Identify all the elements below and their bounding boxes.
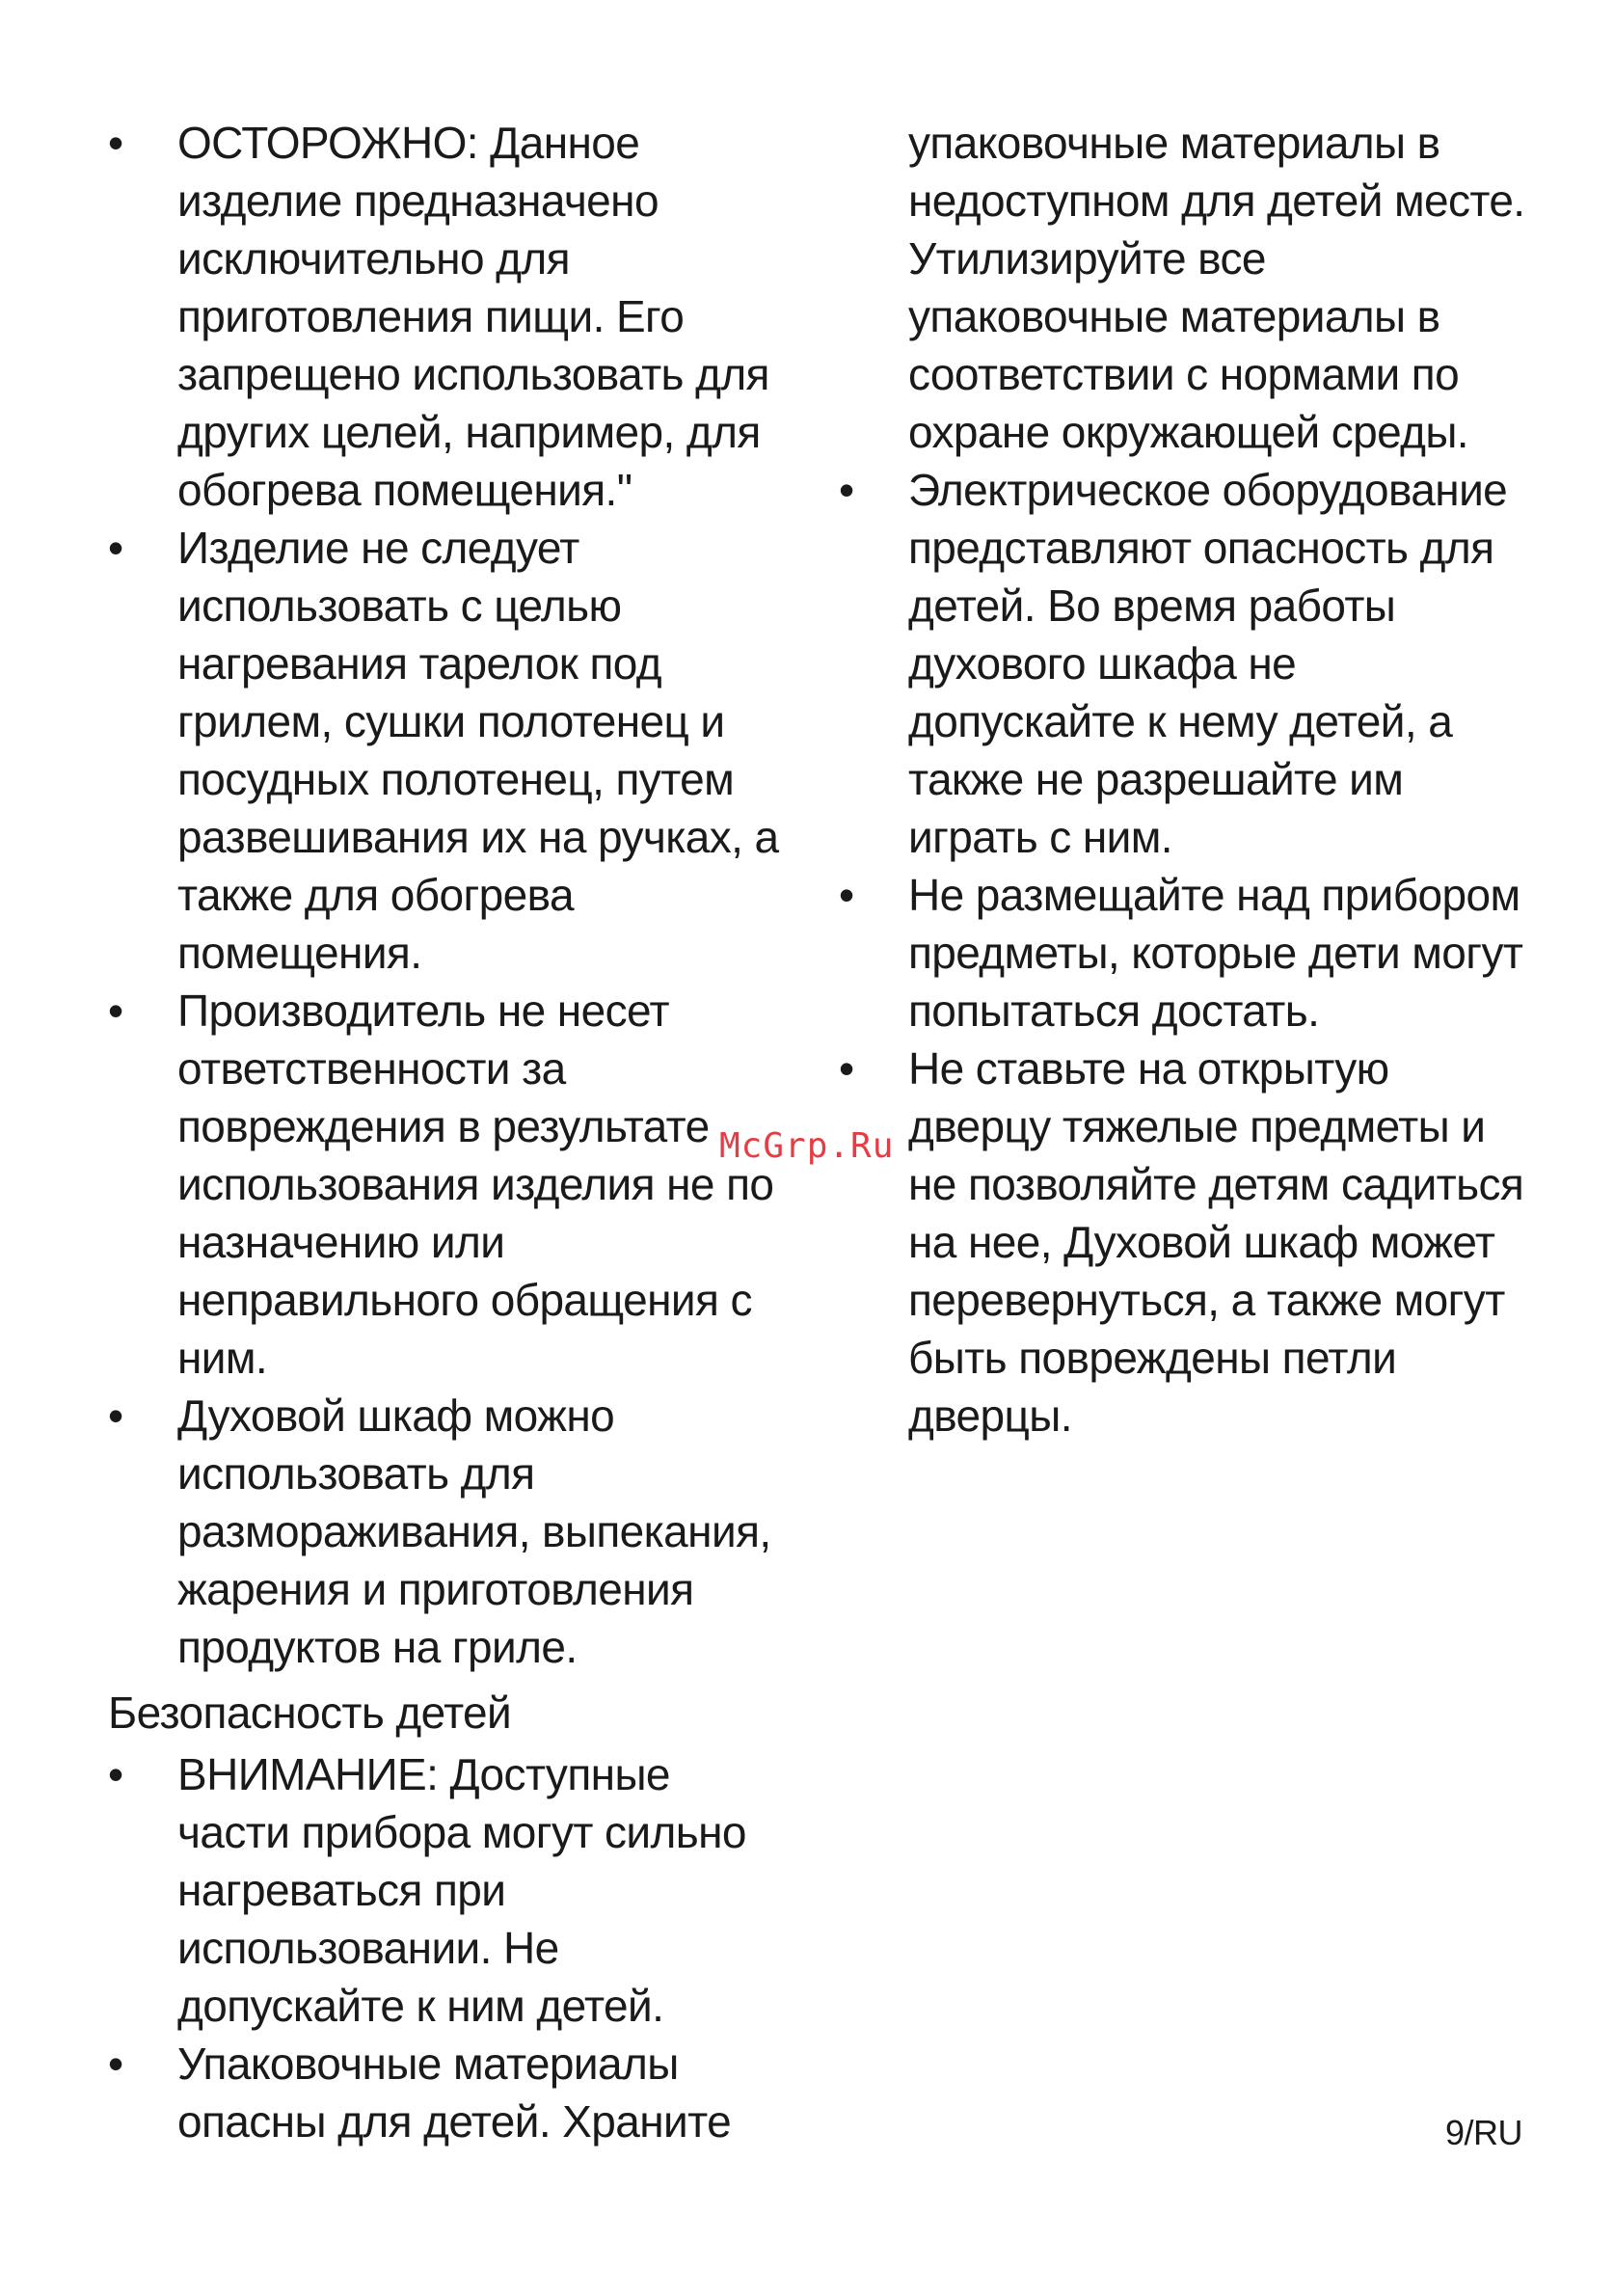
list-item xyxy=(108,114,783,519)
section-heading: Безопасность детей xyxy=(108,1688,512,1738)
list-item xyxy=(108,519,783,982)
bullet-icon: • xyxy=(839,465,854,515)
list-item-text: Не ставьте на открытую дверцу тяжелые предметы и не позволяйте детям садиться на нее, Духовой шкаф может перевернуться, а также могут быть повреждены петли дверцы. xyxy=(908,1043,1524,1441)
list-item xyxy=(108,982,783,1387)
left-column xyxy=(108,114,783,2150)
list-item xyxy=(839,461,1533,866)
list-item-text: ВНИМАНИЕ: Доступные части прибора могут сильно нагреваться при использовании. Не допускайте к ним детей. xyxy=(177,1749,746,2031)
list-item xyxy=(108,1745,783,2035)
list-item-text: Духовой шкаф можно использовать для размораживания, выпекания, жарения и приготовления продуктов на гриле. xyxy=(177,1391,771,1672)
list-item xyxy=(108,1387,783,1676)
bullet-icon: • xyxy=(108,1749,123,1799)
watermark: McGrp.Ru xyxy=(719,1126,895,1166)
list-item xyxy=(839,866,1533,1040)
list-item-text: ОСТОРОЖНО: Данное изделие предназначено исключительно для приготовления пищи. Его запрещено использовать для других целей, например, для обогрева помещения." xyxy=(177,118,769,515)
list-item-text: Электрическое оборудование представляют опасность для детей. Во время работы духового шкафа не допускайте к нему детей, а также не разрешайте им играть с ним. xyxy=(908,465,1508,862)
page-number: 9/RU xyxy=(1444,2113,1522,2152)
bullet-icon: • xyxy=(839,870,854,920)
list-item xyxy=(108,2035,783,2150)
continuation-text: упаковочные материалы в недоступном для детей месте. Утилизируйте все упаковочные материалы в соответствии с нормами по охране окружающей среды. xyxy=(908,118,1525,457)
bullet-icon: • xyxy=(108,1391,123,1441)
list-item-text: Упаковочные материалы опасны для детей. Храните xyxy=(177,2039,732,2147)
list-item-text: Не размещайте над прибором предметы, которые дети могут попытаться достать. xyxy=(908,870,1523,1036)
list-item-text: Изделие не следует использовать с целью нагревания тарелок под грилем, сушки полотенец и посудных полотенец, путем развешивания их на ручках, а также для обогрева помещения. xyxy=(177,523,779,978)
list-item xyxy=(839,1040,1533,1445)
right-column xyxy=(839,114,1533,1445)
bullet-icon: • xyxy=(108,523,123,573)
bullet-icon: • xyxy=(108,2039,123,2089)
bullet-icon: • xyxy=(108,986,123,1036)
bullet-icon: • xyxy=(839,1043,854,1094)
list-item-text: Производитель не несет ответственности за повреждения в результате использования изделия не по назначению или неправильного обращения с ним. xyxy=(177,986,774,1383)
bullet-icon: • xyxy=(108,118,123,168)
